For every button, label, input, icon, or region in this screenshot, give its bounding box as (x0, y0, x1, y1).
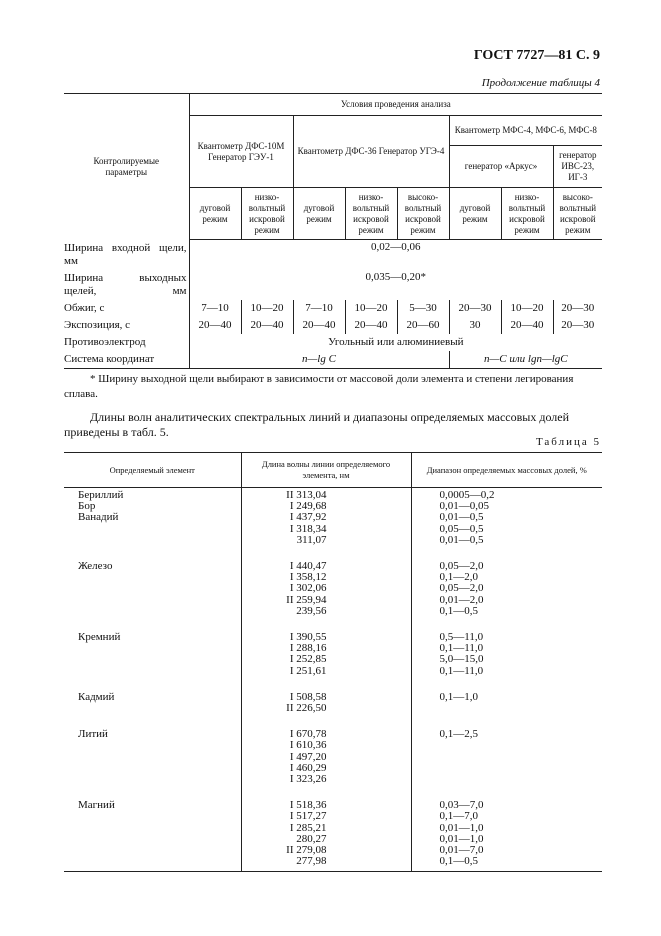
element-cell: Магний (64, 798, 241, 872)
wavelength-cell: I 390,55 I 288,16 I 252,85 I 251,61 (241, 630, 411, 690)
row-span-value: Угольный или алюминиевый (189, 334, 602, 351)
mode-cell: высоко-вольтный искровой режим (553, 188, 602, 240)
range-cell: 0,05—2,0 0,1—2,0 0,05—2,0 0,01—2,0 0,1—0,5 (411, 559, 602, 630)
row-label: Обжиг, с (64, 301, 105, 314)
value-cell: 20—40 (241, 317, 293, 334)
mode-cell: дуговой режим (189, 188, 241, 240)
value-cell: 20—40 (293, 317, 345, 334)
wavelength-cell: I 508,58 II 226,50 (241, 690, 411, 727)
instrument-mfs: Квантометр МФС-4, МФС-6, МФС-8 (449, 116, 602, 146)
value-cell: 20—30 (449, 300, 501, 317)
element-cell: Литий (78, 728, 108, 741)
instrument-dfs36: Квантометр ДФС-36 Генератор УГЭ-4 (293, 116, 449, 188)
wavelength-cell: II 313,04 I 249,68 I 437,92 I 318,34 311,07 (241, 488, 411, 560)
table-row (64, 798, 602, 872)
mode-cell: низко-вольтный искровой режим (345, 188, 397, 240)
range-cell: 0,0005—0,2 0,01—0,05 0,01—0,5 0,05—0,5 0,01—0,5 (411, 488, 602, 560)
col-header-wavelength: Длина волны линии определяемого элемента, нм (241, 453, 411, 488)
value-cell: 20—40 (345, 317, 397, 334)
table-4 (64, 93, 602, 369)
value-cell: 20—60 (397, 317, 449, 334)
row-span-value: 0,02—0,06 (189, 240, 602, 270)
table4-footnote: * Ширину выходной щели выбирают в зависимости от массовой доли элемента и степени легирования сплава. (64, 373, 574, 400)
element-cell: Железо (78, 560, 113, 573)
col-header-element: Определяемый элемент (64, 453, 241, 488)
page-header-code: ГОСТ 7727—81 С. 9 (473, 48, 600, 63)
element-cell: Кремний (78, 631, 121, 644)
value-cell: 10—20 (241, 300, 293, 317)
row-label: Система координат (64, 352, 155, 365)
range-cell: 0,1—1,0 (411, 690, 602, 727)
table5-label: Таблица 5 (535, 436, 601, 448)
value-cell: 10—20 (501, 300, 553, 317)
row-label: Ширина выходных щелей, мм (64, 271, 187, 297)
value-cell: 20—30 (553, 317, 602, 334)
value-cell: 7—10 (293, 300, 345, 317)
mode-cell: низко-вольтный искровой режим (241, 188, 293, 240)
value-cell: 20—40 (501, 317, 553, 334)
mode-cell: низко-вольтный искровой режим (501, 188, 553, 240)
table-row (64, 690, 602, 727)
row-span-value: 0,035—0,20* (189, 270, 602, 300)
element-cell: Кадмий (78, 690, 115, 703)
param-header: Контролируемые параметры (64, 94, 189, 240)
range-cell: 0,03—7,0 0,1—7,0 0,01—1,0 0,01—1,0 0,01—7,0 0,1—0,5 (411, 798, 602, 872)
row-label: Экспозиция, с (64, 318, 131, 331)
value-cell: 10—20 (345, 300, 397, 317)
element-cell: Бериллий Бор Ванадий (78, 489, 124, 524)
range-cell: 0,1—2,5 (411, 727, 602, 798)
wavelength-cell: I 440,47 I 358,12 I 302,06 II 259,94 239,56 (241, 559, 411, 630)
value-cell: 30 (449, 317, 501, 334)
mode-cell: дуговой режим (449, 188, 501, 240)
range-cell: 0,5—11,0 0,1—11,0 5,0—15,0 0,1—11,0 (411, 630, 602, 690)
table-row (64, 630, 602, 690)
mode-cell: высоко-вольтный искровой режим (397, 188, 449, 240)
value-cell: 20—30 (553, 300, 602, 317)
generator-ivs: генератор ИВС-23, ИГ-3 (553, 146, 602, 188)
value-cell: 7—10 (189, 300, 241, 317)
table-row (64, 488, 602, 560)
row-label: Ширина входной щели, мм (64, 241, 187, 267)
wavelength-cell: I 518,36 I 517,27 I 285,21 280,27 II 279,08 277,98 (241, 798, 411, 872)
row-label: Противоэлектрод (64, 335, 146, 348)
value-cell: 20—40 (189, 317, 241, 334)
coord-left: n—lg C (189, 351, 449, 369)
body-paragraph: Длины волн аналитических спектральных линий и диапазоны определяемых массовых долей приведены в табл. 5. (64, 410, 570, 439)
mode-cell: дуговой режим (293, 188, 345, 240)
conditions-header: Условия проведения анализа (189, 94, 602, 116)
generator-arkus: генератор «Аркус» (449, 146, 553, 188)
value-cell: 5—30 (397, 300, 449, 317)
col-header-range: Диапазон определяемых массовых долей, % (411, 453, 602, 488)
wavelength-cell: I 670,78 I 610,36 I 497,20 I 460,29 I 323,26 (241, 727, 411, 798)
table-5 (64, 452, 602, 872)
coord-right: n—C или lgn—lgC (449, 351, 602, 369)
table-row (64, 727, 602, 798)
table-row (64, 559, 602, 630)
instrument-dfs10m: Квантометр ДФС-10М Генератор ГЭУ-1 (189, 116, 293, 188)
table-continuation-label: Продолжение таблицы 4 (481, 77, 600, 89)
